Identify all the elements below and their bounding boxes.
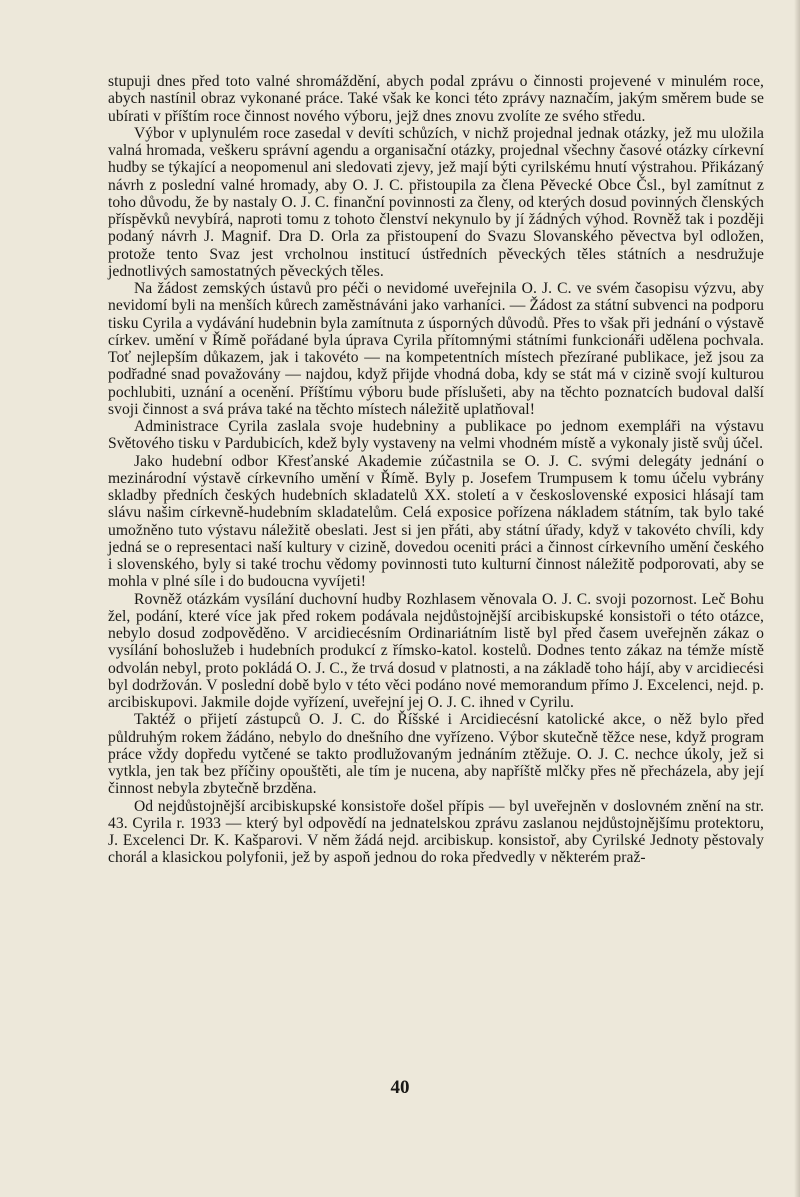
page-number: 40	[390, 1077, 410, 1098]
body-text	[108, 73, 764, 867]
paragraph: Výbor v uplynulém roce zasedal v devíti schůzích, v nichž projednal jednak otázky, jež mu uložila valná hromada, veškeru správní agendu a organisační otázky, projednal všechny časové otázky církevní hudby se týkající a neopomenul ani sledovati zjevy, jež mají býti cyrilskému hnutí výstrahou. Přikázaný návrh z poslední valné hromady, aby O. J. C. přistoupila za člena Pěvecké Obce Čsl., byl zamítnut z toho důvodu, že by nastaly O. J. C. finanční povinnosti za členy, od kterých dosud povinných členských příspěvků nevybírá, naproti tomu z tohoto členství nekynulo by jí žádných výhod. Rovněž tak i později podaný návrh J. Magnif. Dra D. Orla za přistoupení do Svazu Slovanského pěvectva byl odložen, protože tento Svaz jest vrcholnou institucí ústředních pěveckých těles státních a nesdružuje jednotlivých samostatných pěveckých těles.	[108, 124, 764, 280]
paragraph: stupuji dnes před toto valné shromáždění, abych podal zprávu o činnosti projevené v minulém roce, abych nastínil obraz vykonané práce. Také však ke konci této zprávy naznačím, jakým směrem bude se ubírati v příštím roce činnost nového výboru, jejž dnes znovu zvolíte ze svého středu.	[108, 73, 764, 125]
paragraph: Jako hudební odbor Křesťanské Akademie zúčastnila se O. J. C. svými delegáty jednání o mezinárodní výstavě církevního umění v Římě. Byly p. Josefem Trumpusem k tomu účelu vybrány skladby předních českých hudebních skladatelů XX. století a v československé exposici hlásají tam slávu našim církevně-hudebním skladatelům. Celá exposice pořízena nákladem státním, tak bylo také umožněno tuto výstavu náležitě obeslati. Jest si jen přáti, aby státní úřady, když v takovéto chvíli, kdy jedná se o representaci naší kultury v cizině, dovedou oceniti práci a činnost církevního umění českého i slovenského, byly si také trochu vědomy povinnosti tuto kulturní činnost náležitě podporovati, aby se mohla v plné síle i do budoucna vyvíjeti!	[108, 452, 764, 591]
paragraph: Administrace Cyrila zaslala svoje hudebniny a publikace po jednom exempláři na výstavu Světového tisku v Pardubicích, kdež byly vystaveny na velmi vhodném místě a vykonaly jistě svůj účel.	[108, 418, 764, 453]
paragraph: Rovněž otázkám vysílání duchovní hudby Rozhlasem věnovala O. J. C. svoji pozornost. Leč Bohu žel, podání, které více jak před rokem podávala nejdůstojnější arcibiskupské konsistoři o této otázce, nebylo dosud zodpověděno. V arcidiecésním Ordinariátním listě byl před časem uveřejněn zákaz o vysílání bohoslužeb i hudebních produkcí z římsko-katol. kostelů. Dodnes tento zákaz na témže místě odvolán nebyl, proto pokládá O. J. C., že trvá dosud v platnosti, a na základě toho hájí, aby v arcidiecési byl dodržován. V poslední době bylo v této věci podáno nové memorandum přímo J. Excelenci, nejd. p. arcibiskupovi. Jakmile dojde vyřízení, uveřejní jej O. J. C. ihned v Cyrilu.	[108, 590, 764, 711]
page-edge-shadow	[794, 0, 800, 1197]
paragraph: Na žádost zemských ústavů pro péči o nevidomé uveřejnila O. J. C. ve svém časopisu výzvu, aby nevidomí byli na menších kůrech zaměstnáváni jako varhaníci. — Žádost za státní subvenci na podporu tisku Cyrila a vydávání hudebnin byla zamítnuta z úsporných důvodů. Přes to však při jednání o výstavě církev. umění v Římě pořádané byla úprava Cyrila přítomnými státními funkcionáři udělena pochvala. Toť nejlepším důkazem, jak i takovéto — na kompetentních místech přezírané publikace, jež jsou za podřadné snad považovány — najdou, když přijde vhodná doba, kdy se stát má v cizině svojí kulturou pochlubiti, uznání a ocenění. Příštímu výboru bude příslušeti, aby na těchto poznatcích budoval další svoji činnost a svá práva také na těchto místech náležitě uplatňoval!	[108, 280, 765, 418]
paragraph: Taktéž o přijetí zástupců O. J. C. do Říšské i Arcidiecésní katolické akce, o něž bylo před půldruhým rokem žádáno, nebylo do dnešního dne vyřízeno. Výbor skutečně těžce nese, když program práce vždy dopředu vytčené se takto prodlužovaným jednáním ztěžuje. O. J. C. nechce úkoly, jež si vytkla, jen tak bez příčiny opouštěti, ale tím je nucena, aby napříště mlčky přes ně přecházela, aby její činnost nebyla zbytečně brzděna.	[108, 711, 764, 798]
paragraph: Od nejdůstojnější arcibiskupské konsistoře došel přípis — byl uveřejněn v doslovném znění na str. 43. Cyrila r. 1933 — který byl odpovědí na jednatelskou zprávu zaslanou nejdůstojnějšímu protektoru, J. Excelenci Dr. K. Kašparovi. V něm žádá nejd. arcibiskup. konsistoř, aby Cyrilské Jednoty pěstovaly chorál a klasickou polyfonii, jež by aspoň jednou do roka předvedly v některém praž-	[108, 797, 764, 867]
